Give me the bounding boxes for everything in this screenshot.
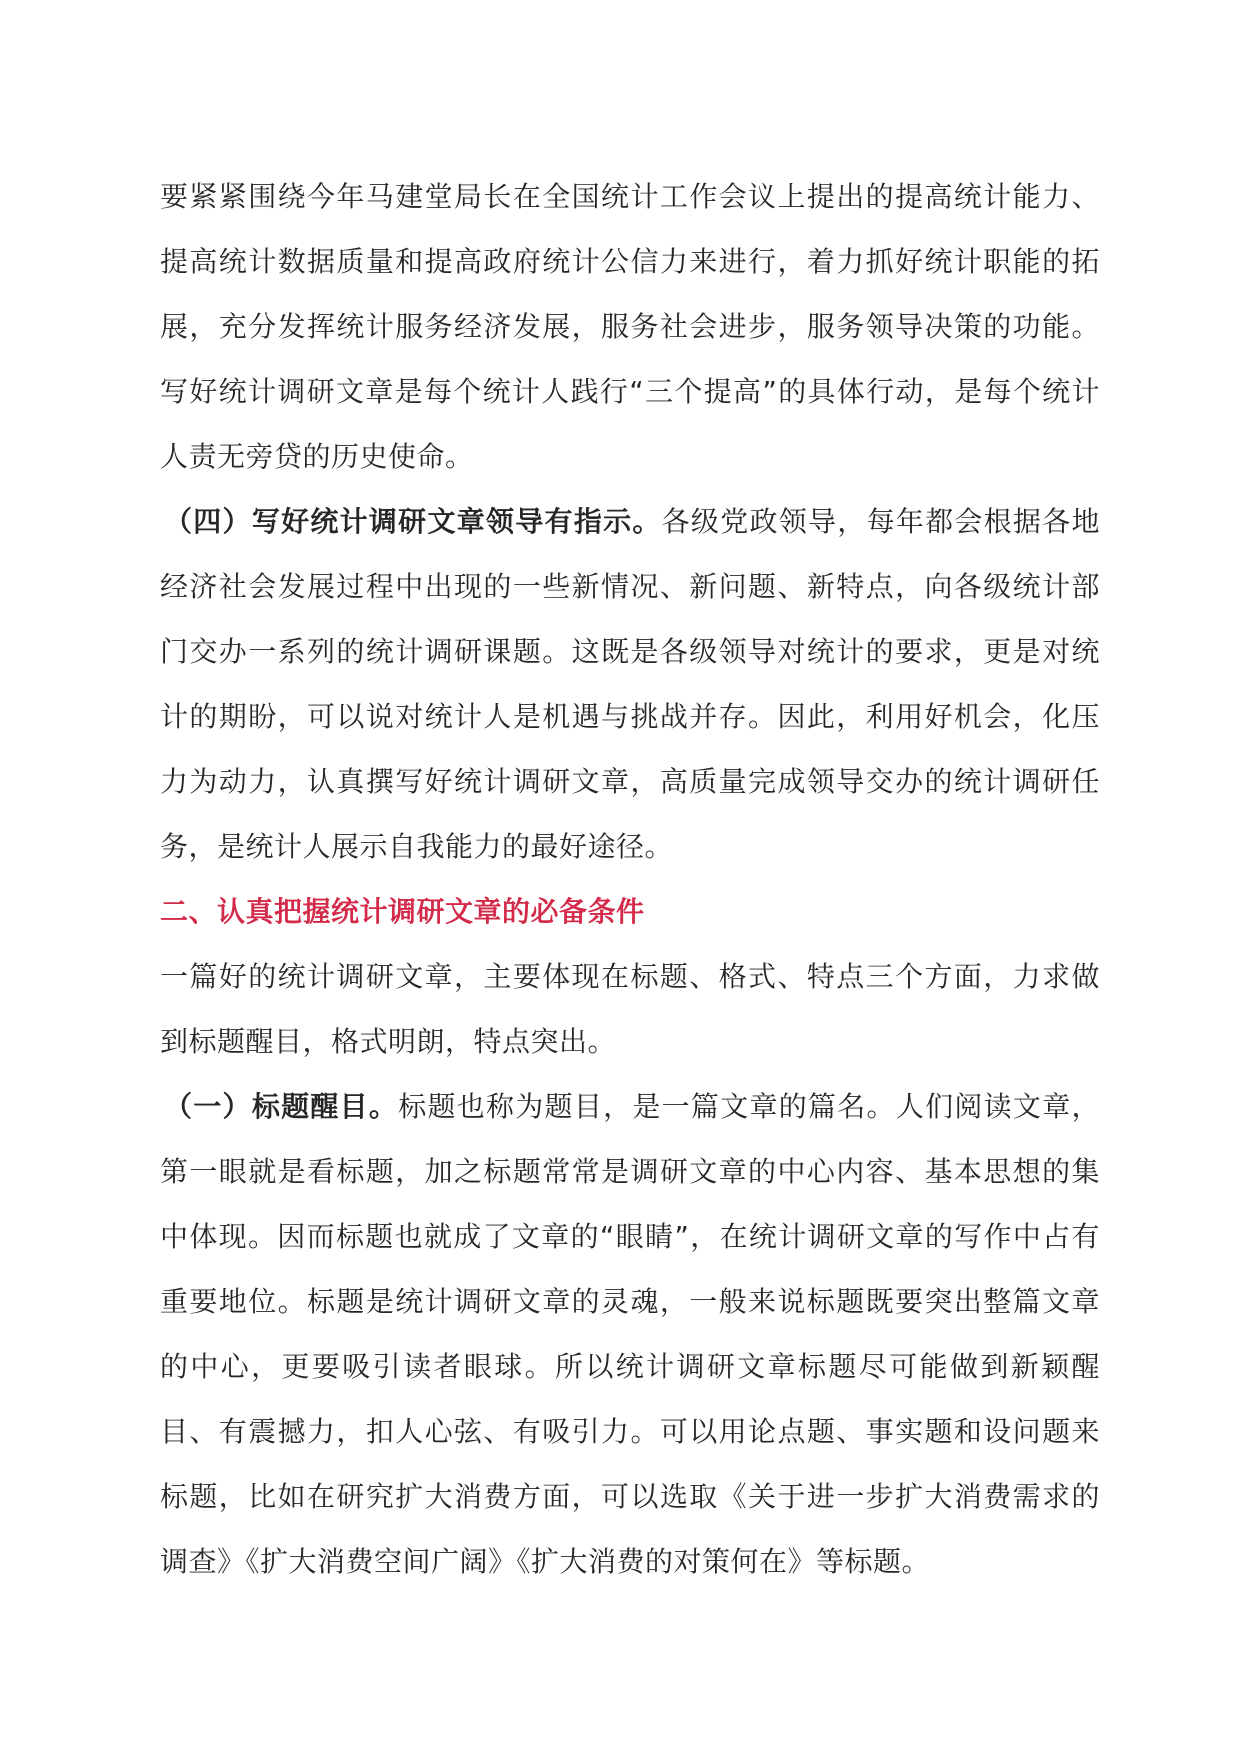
paragraph-title-eye-catching xyxy=(160,1074,1100,1594)
paragraph-lead-heading: （四）写好统计调研文章领导有指示。 xyxy=(164,505,662,538)
paragraph-intro: 要紧紧围绕今年马建堂局长在全国统计工作会议上提出的提高统计能力、提高统计数据质量和提高政府统计公信力来进行，着力抓好统计职能的拓展，充分发挥统计服务经济发展，服务社会进步，服务领导决策的功能。写好统计调研文章是每个统计人践行“三个提高”的具体行动，是每个统计人责无旁贷的历史使命。 xyxy=(160,180,1100,473)
paragraph-body-text: 各级党政领导，每年都会根据各地经济社会发展过程中出现的一些新情况、新问题、新特点，向各级统计部门交办一系列的统计调研课题。这既是各级领导对统计的要求，更是对统计的期盼，可以说对统计人是机遇与挑战并存。因此，利用好机会，化压力为动力，认真撰写好统计调研文章，高质量完成领导交办的统计调研任务，是统计人展示自我能力的最好途径。 xyxy=(160,505,1100,863)
paragraph-overview: 一篇好的统计调研文章，主要体现在标题、格式、特点三个方面，力求做到标题醒目，格式明朗，特点突出。 xyxy=(160,960,1100,1058)
paragraph-lead-heading: （一）标题醒目。 xyxy=(164,1090,399,1123)
paragraph-leadership-guidance xyxy=(160,489,1100,879)
section-heading: 二、认真把握统计调研文章的必备条件 xyxy=(160,895,645,928)
paragraph-body-text: 标题也称为题目，是一篇文章的篇名。人们阅读文章，第一眼就是看标题，加之标题常常是调研文章的中心内容、基本思想的集中体现。因而标题也就成了文章的“眼睛”，在统计调研文章的写作中占有重要地位。标题是统计调研文章的灵魂，一般来说标题既要突出整篇文章的中心，更要吸引读者眼球。所以统计调研文章标题尽可能做到新颖醒目、有震撼力，扣人心弦、有吸引力。可以用论点题、事实题和设问题来标题，比如在研究扩大消费方面，可以选取《关于进一步扩大消费需求的调查》《扩大消费空间广阔》《扩大消费的对策何在》等标题。 xyxy=(160,1090,1100,1578)
document-body xyxy=(160,164,1100,1594)
